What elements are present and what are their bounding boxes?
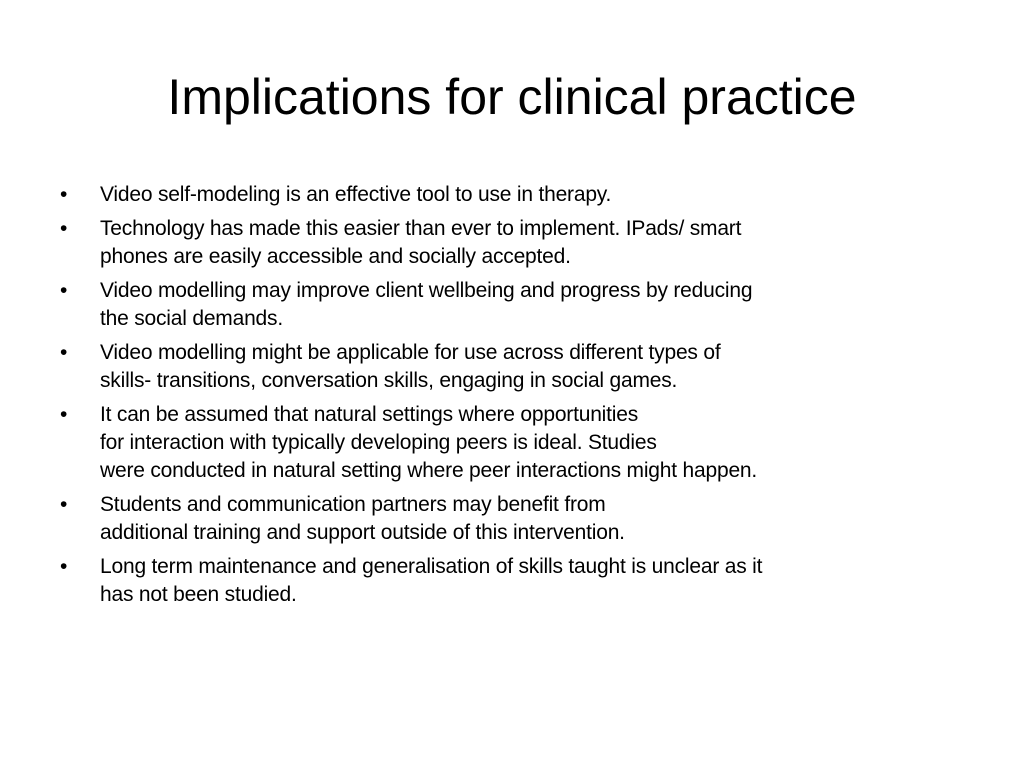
bullet-text: for interaction with typically developing peers is ideal. Studies	[100, 431, 657, 454]
bullet-text: the social demands.	[100, 307, 283, 330]
bullet-text: additional training and support outside of this intervention.	[100, 521, 625, 544]
bullet-item	[60, 491, 960, 547]
bullet-item	[60, 277, 960, 333]
bullet-text: Technology has made this easier than ever to implement. IPads/ smart	[100, 217, 742, 240]
bullet-item	[60, 339, 960, 395]
bullet-text: has not been studied.	[100, 583, 297, 606]
bullet-text: Video modelling may improve client wellbeing and progress by reducing	[100, 279, 753, 302]
bullet-dot-icon: •	[60, 217, 68, 240]
bullet-dot-icon: •	[60, 341, 68, 364]
bullet-text: phones are easily accessible and socially accepted.	[100, 245, 571, 268]
bullet-text: Video modelling might be applicable for use across different types of	[100, 341, 721, 364]
bullet-dot-icon: •	[60, 279, 68, 302]
bullet-dot-icon: •	[60, 403, 68, 426]
slide-title: Implications for clinical practice	[167, 69, 857, 125]
bullet-text: skills- transitions, conversation skills, engaging in social games.	[100, 369, 678, 392]
bullet-item	[60, 215, 960, 271]
bullet-item	[60, 181, 960, 209]
bullet-text: It can be assumed that natural settings where opportunities	[100, 403, 639, 426]
bullet-dot-icon: •	[60, 555, 68, 578]
bullet-text: Students and communication partners may benefit from	[100, 493, 606, 516]
bullet-item	[60, 553, 960, 609]
bullet-dot-icon: •	[60, 183, 68, 206]
bullet-list	[60, 181, 960, 615]
bullet-text: were conducted in natural setting where peer interactions might happen.	[100, 459, 758, 482]
bullet-text: Video self-modeling is an effective tool to use in therapy.	[100, 183, 612, 206]
bullet-text: Long term maintenance and generalisation of skills taught is unclear as it	[100, 555, 763, 578]
bullet-dot-icon: •	[60, 493, 68, 516]
bullet-item	[60, 401, 960, 485]
